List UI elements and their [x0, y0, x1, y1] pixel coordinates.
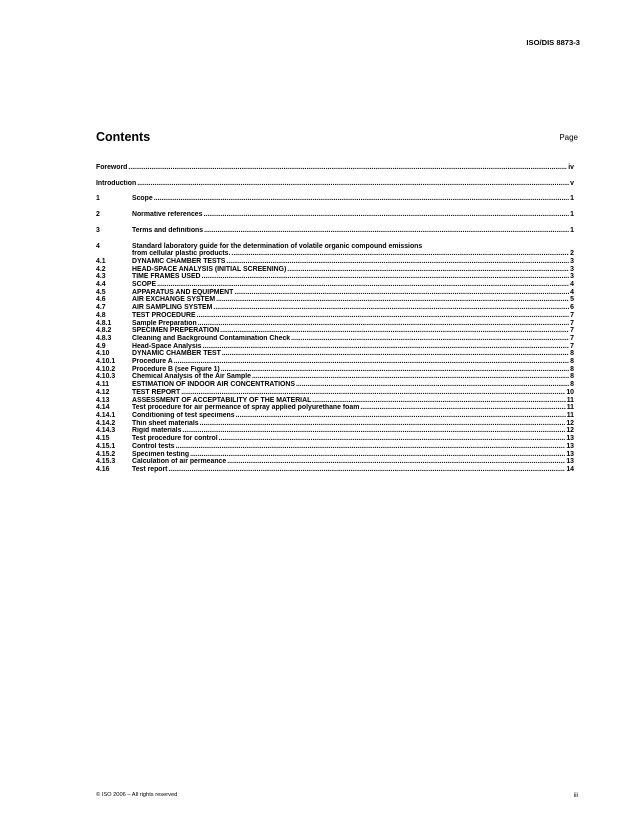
toc-entry[interactable] [96, 412, 574, 420]
toc-entry[interactable] [96, 435, 574, 443]
toc-entry[interactable] [96, 250, 574, 258]
toc-page-number: 13 [566, 450, 574, 458]
toc-entry[interactable] [96, 335, 574, 343]
toc-entry[interactable] [96, 227, 574, 235]
toc-page-number: 1 [570, 226, 574, 234]
toc-title: Foreword ..... [96, 164, 567, 172]
toc-page-number: 8 [570, 350, 574, 358]
toc-number: 4.12 [96, 388, 110, 396]
toc-entry[interactable] [96, 180, 574, 188]
toc-number: 4.16 [96, 465, 110, 473]
toc-title: Standard laboratory guide for the determination of volatile organic compound emissions [132, 242, 423, 250]
toc-title: AIR EXCHANGE SYSTEM ..... [132, 296, 569, 304]
toc-page-number: 7 [570, 311, 574, 319]
toc-number: 4.11 [96, 381, 110, 389]
toc-entry[interactable] [96, 327, 574, 335]
toc-title: Conditioning of test specimens ..... [132, 412, 566, 420]
toc-page-number: 3 [570, 273, 574, 281]
toc-page-number: 7 [570, 319, 574, 327]
toc-title: Cleaning and Background Contamination Check ..... [132, 335, 569, 343]
toc-entry[interactable] [96, 373, 574, 381]
toc-title: DYNAMIC CHAMBER TEST ..... [132, 350, 569, 358]
toc-page-number: 1 [570, 211, 574, 219]
toc-number: 4.8.3 [96, 334, 112, 342]
toc-title: ASSESSMENT OF ACCEPTABILITY OF THE MATERIAL ..... [132, 397, 566, 405]
toc-title: Procedure A ..... [132, 358, 569, 366]
document-code: ISO/DIS 8873-3 [526, 38, 580, 47]
toc-page-number: 7 [570, 342, 574, 350]
toc-title: SCOPE ..... [132, 281, 569, 289]
toc-title: Control tests ..... [132, 443, 565, 451]
toc-page-number: 8 [570, 381, 574, 389]
toc-entry[interactable] [96, 451, 574, 459]
toc-page-number: 4 [570, 288, 574, 296]
toc-number: 4.13 [96, 396, 110, 404]
toc-entry-line [96, 243, 574, 251]
toc-number: 4.6 [96, 296, 106, 304]
page-title: Contents [96, 130, 151, 144]
toc-page-number: 3 [570, 265, 574, 273]
toc-title: Chemical Analysis of the Air Sample ..... [132, 373, 569, 381]
toc-number: 4.4 [96, 281, 106, 289]
toc-number: 4.14.2 [96, 419, 116, 427]
toc-number: 4.3 [96, 273, 106, 281]
toc-number: 4.10.3 [96, 373, 116, 381]
toc-entry[interactable] [96, 258, 574, 266]
toc-number: 4 [96, 242, 100, 250]
toc-page-number: iv [568, 164, 574, 171]
toc-title: Introduction ..... [96, 180, 569, 188]
toc-title: SPECIMEN PREPERATION ..... [132, 327, 569, 335]
toc-entry[interactable] [96, 389, 574, 397]
toc-entry[interactable] [96, 211, 574, 219]
toc-page-number: 14 [566, 465, 574, 473]
toc-page-number: v [570, 179, 574, 187]
toc-page-number: 11 [566, 396, 574, 404]
toc-entry[interactable] [96, 458, 574, 466]
toc-title: Test procedure for air permeance of spray applied polyurethane foam ..... [132, 404, 566, 412]
toc-entry[interactable] [96, 289, 574, 297]
toc-entry[interactable] [96, 281, 574, 289]
toc-number: 4.9 [96, 342, 106, 350]
toc-entry[interactable] [96, 195, 574, 203]
toc-title: Specimen testing ..... [132, 451, 565, 459]
toc-entry[interactable] [96, 366, 574, 374]
toc-page-number: 5 [570, 296, 574, 304]
toc-entry[interactable] [96, 397, 574, 405]
toc-page-number: 8 [570, 358, 574, 366]
toc-number: 1 [96, 195, 100, 203]
toc-title: Sample Preparation ..... [132, 320, 569, 328]
footer-page-number: iii [573, 792, 578, 799]
toc-title: Rigid materials ..... [132, 427, 565, 435]
toc-number: 4.2 [96, 265, 106, 273]
toc-page-number: 12 [566, 427, 574, 435]
toc-title: Test procedure for control ..... [132, 435, 565, 443]
toc-title: TEST PROCEDURE ..... [132, 312, 569, 320]
toc-number: 4.1 [96, 257, 106, 265]
toc-entry[interactable] [96, 427, 574, 435]
toc-entry[interactable] [96, 466, 574, 474]
toc-title: Terms and definitions ..... [132, 227, 569, 235]
toc-page-number: 11 [566, 411, 574, 419]
toc-title: HEAD-SPACE ANALYSIS (INITIAL SCREENING) ..... [132, 266, 569, 274]
toc-title: Scope ..... [132, 195, 569, 203]
toc-number: 4.15.1 [96, 442, 116, 450]
toc-entry[interactable] [96, 404, 574, 412]
toc-title: Calculation of air permeance ..... [132, 458, 565, 466]
toc-title: ESTIMATION OF INDOOR AIR CONCENTRATIONS ..... [132, 381, 569, 389]
toc-page-number: 12 [566, 419, 574, 427]
toc-number: 4.15.3 [96, 458, 116, 466]
toc-number: 2 [96, 211, 100, 219]
toc-page-number: 13 [566, 442, 574, 450]
toc-entry[interactable] [96, 312, 574, 320]
page-column-label: Page [559, 133, 578, 142]
toc-entry[interactable] [96, 266, 574, 274]
toc-number: 4.8.2 [96, 327, 112, 335]
toc-title: TEST REPORT ..... [132, 389, 565, 397]
toc-title: Test report ..... [132, 466, 565, 474]
toc-title: Normative references ..... [132, 211, 569, 219]
toc-number: 3 [96, 226, 100, 234]
toc-entry[interactable] [96, 358, 574, 366]
toc-page-number: 13 [566, 458, 574, 466]
toc-entry[interactable] [96, 304, 574, 312]
toc-entry[interactable] [96, 296, 574, 304]
toc-number: 4.7 [96, 304, 106, 312]
toc-number: 4.10 [96, 350, 110, 358]
toc-page-number: 6 [570, 304, 574, 312]
toc-page-number: 8 [570, 373, 574, 381]
table-of-contents [96, 164, 574, 474]
toc-page-number: 8 [570, 365, 574, 373]
toc-title: Procedure B (see Figure 1) ..... [132, 366, 569, 374]
toc-title: DYNAMIC CHAMBER TESTS ..... [132, 258, 569, 266]
toc-entry[interactable] [96, 273, 574, 281]
toc-title: APPARATUS AND EQUIPMENT ..... [132, 289, 569, 297]
toc-title: AIR SAMPLING SYSTEM ..... [132, 304, 569, 312]
toc-page-number: 11 [566, 404, 574, 412]
toc-page-number: 13 [566, 435, 574, 443]
toc-entry[interactable] [96, 350, 574, 358]
toc-title: Thin sheet materials ..... [132, 420, 565, 428]
toc-number: 4.8.1 [96, 319, 112, 327]
toc-page-number: 1 [570, 195, 574, 203]
copyright-notice: © ISO 2006 – All rights reserved [96, 792, 178, 798]
toc-page-number: 10 [566, 388, 574, 396]
toc-page-number: 2 [570, 250, 574, 258]
toc-page-number: 7 [570, 327, 574, 335]
toc-number: 4.14.1 [96, 411, 116, 419]
toc-entry[interactable] [96, 320, 574, 328]
toc-title: TIME FRAMES USED ..... [132, 273, 569, 281]
toc-entry[interactable] [96, 443, 574, 451]
toc-number: 4.8 [96, 311, 106, 319]
toc-page-number: 3 [570, 257, 574, 265]
toc-entry[interactable] [96, 381, 574, 389]
toc-title: Head-Space Analysis ..... [132, 343, 569, 351]
toc-number: 4.14.3 [96, 427, 116, 435]
toc-entry[interactable] [96, 420, 574, 428]
toc-entry[interactable] [96, 343, 574, 351]
toc-page-number: 7 [570, 334, 574, 342]
toc-number: 4.10.2 [96, 365, 116, 373]
toc-title-continued: from cellular plastic products. ..... [132, 250, 569, 258]
toc-number: 4.10.1 [96, 358, 116, 366]
toc-number: 4.5 [96, 288, 106, 296]
toc-entry[interactable] [96, 164, 574, 172]
toc-page-number: 4 [570, 281, 574, 289]
toc-number: 4.15 [96, 435, 110, 443]
toc-number: 4.15.2 [96, 450, 116, 458]
toc-number: 4.14 [96, 404, 110, 412]
